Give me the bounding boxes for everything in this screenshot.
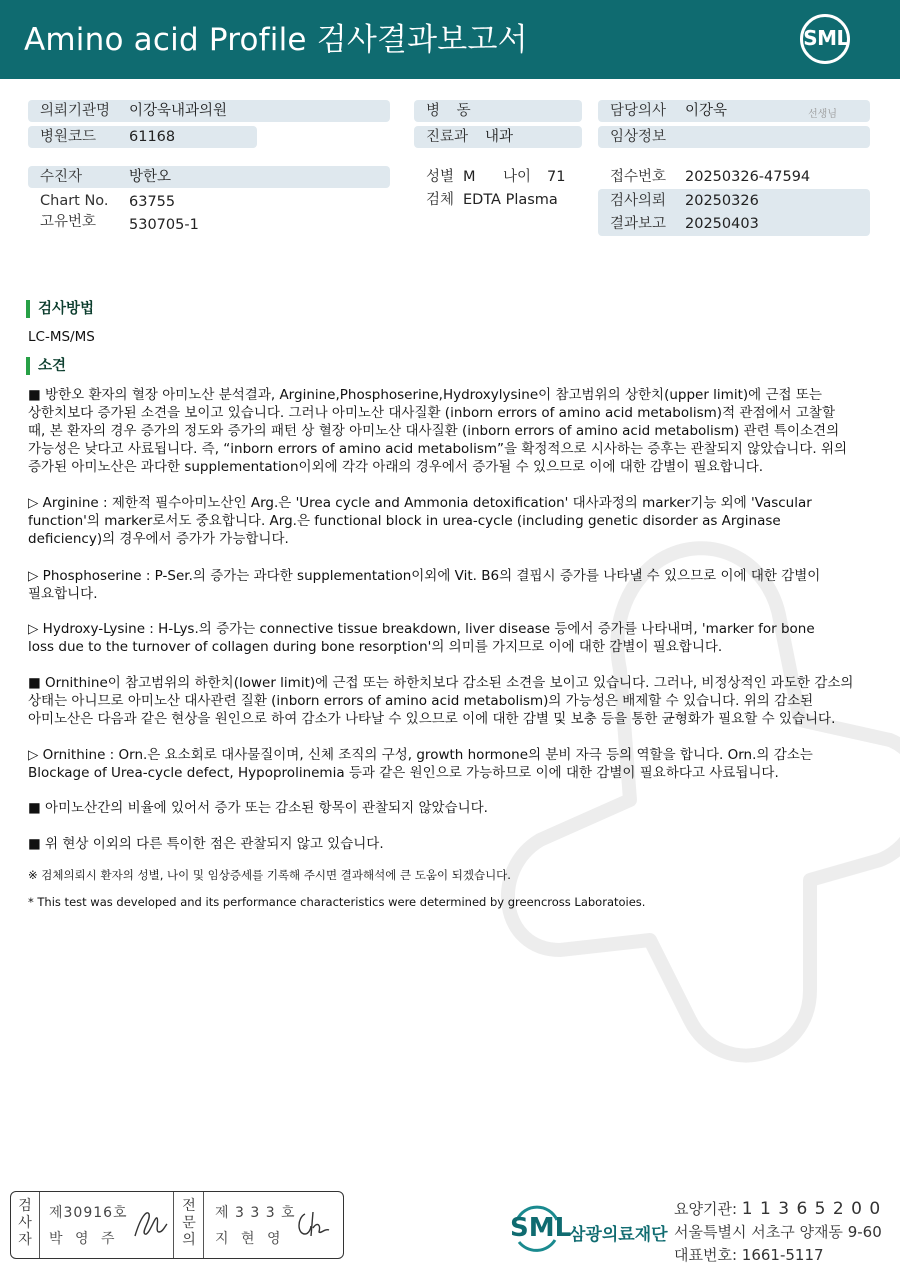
findings-paragraph <box>28 494 858 548</box>
findings-line: deficiency)의 경우에서 증가가 가능합니다. <box>28 531 289 547</box>
inspector-name: 박 영 주 <box>49 1231 119 1247</box>
findings-line: function'의 marker로서도 중요합니다. Arg.은 functional block in urea-cycle (including genetic disorder as Arginase <box>28 513 781 529</box>
specialist-name: 지 현 영 <box>215 1231 285 1247</box>
sex-label: 성별 <box>426 169 455 185</box>
specialist-number: 제 3 3 3 호 <box>215 1205 296 1221</box>
footer-address: 서울특별시 서초구 양재동 9-60 <box>674 1223 882 1241</box>
findings-line: 가능성은 낮다고 사료됩니다. 즉, “inborn errors of amino acid metabolism”을 확정적으로 시사하는 증후는 관찰되지 않았습니다. 위의 <box>28 441 848 457</box>
patient-row <box>28 166 390 188</box>
unique-no-label: 고유번호 <box>40 214 97 230</box>
method-title: 검사방법 <box>26 300 94 318</box>
findings-paragraph <box>28 799 858 817</box>
findings-title: 소견 <box>26 357 66 375</box>
findings-line: Blockage of Urea-cycle defect, Hypoprolinemia 등과 같은 원인으로 가능하므로 이에 대한 감별이 필요하다고 사료됩니다. <box>28 765 779 781</box>
findings-line: 상태는 아니므로 아미노산 대사관련 질환 (inborn errors of amino acid metabolism)의 가능성은 배제할 수 있습니다. 위의 감소된 <box>28 693 814 709</box>
receipt-no-value: 20250326-47594 <box>685 169 811 185</box>
korean-note: ※ 검체의뢰시 환자의 성별, 나이 및 임상증세를 기록해 주시면 결과해석에 큰 도움이 되겠습니다. <box>28 868 511 882</box>
request-date-value: 20250326 <box>685 193 759 209</box>
report-header <box>0 0 900 79</box>
findings-line: ■ 방한오 환자의 혈장 아미노산 분석결과, Arginine,Phosphoserine,Hydroxylysine이 참고범위의 상한치(upper limit)에 근접 또는 <box>28 387 822 403</box>
doctor-value: 이강욱 <box>685 103 728 119</box>
unique-no-value: 530705-1 <box>129 217 199 233</box>
specialist-label: 전 문 의 <box>182 1198 196 1248</box>
signature-box <box>10 1191 344 1259</box>
chart-no-value: 63755 <box>129 194 176 210</box>
findings-paragraph <box>28 746 858 782</box>
patient-value: 방한오 <box>129 169 172 185</box>
age-value: 71 <box>547 169 566 185</box>
findings-line: 필요합니다. <box>28 586 98 602</box>
institution-label: 의뢰기관명 <box>40 103 111 119</box>
findings-line: ▷ Hydroxy-Lysine : H-Lys.의 증가는 connective tissue breakdown, liver disease 등에서 증가를 나타내며, 'marker for bone <box>28 621 815 637</box>
ward-label: 병 동 <box>426 103 477 119</box>
findings-line: 상한치보다 증가된 소견을 보이고 있습니다. 그러나 아미노산 대사질환 (inborn errors of amino acid metabolism)적 관점에서 고찰할 <box>28 405 835 421</box>
inspector-label: 검 사 자 <box>18 1198 32 1248</box>
findings-line: ■ 위 현상 이외의 다른 특이한 점은 관찰되지 않고 있습니다. <box>28 836 384 852</box>
care-code: 요양기관: 1 1 3 6 5 2 0 0 <box>674 1199 882 1219</box>
age-label: 나이 <box>503 169 532 185</box>
patient-label: 수진자 <box>40 169 83 185</box>
findings-line: ▷ Arginine : 제한적 필수아미노산인 Arg.은 'Urea cycle and Ammonia detoxification' 대사과정의 marker기능 외에 'Vascular <box>28 495 812 511</box>
footer-logo-text: SML <box>510 1213 572 1243</box>
findings-line: 증가된 아미노산은 과다한 supplementation이외에 각각 아래의 경우에서 증가될 수 있으므로 이에 대한 감별이 필요합니다. <box>28 459 764 475</box>
findings-paragraph <box>28 835 858 853</box>
header-logo-text: SML <box>803 26 849 50</box>
report-date-label: 결과보고 <box>610 216 667 232</box>
specimen-value: EDTA Plasma <box>463 192 558 208</box>
findings-line: loss due to the turnover of collagen during bone resorption'의 의미를 가지므로 이에 대한 감별이 필요합니다. <box>28 639 723 655</box>
findings-paragraph <box>28 620 858 656</box>
inspector-number: 제30916호 <box>49 1205 128 1221</box>
english-note: * This test was developed and its performance characteristics were determined by greencross Laboratoies. <box>28 895 646 909</box>
institution-value: 이강욱내과의원 <box>129 103 228 119</box>
footer-org-name: 삼광의료재단 <box>569 1225 668 1245</box>
findings-line: ▷ Phosphoserine : P-Ser.의 증가는 과다한 supplementation이외에 Vit. B6의 결핍시 증가를 나타낼 수 있으므로 이에 대한 감별이 <box>28 568 821 584</box>
hospital-code-label: 병원코드 <box>40 129 97 145</box>
findings-line: ▷ Ornithine : Orn.은 요소회로 대사물질이며, 신체 조직의 구성, growth hormone의 분비 자극 등의 역할을 합니다. Orn.의 감소는 <box>28 747 813 763</box>
method-value: LC-MS/MS <box>28 329 95 345</box>
sex-value: M <box>463 169 476 185</box>
chart-no-label: Chart No. <box>40 193 109 209</box>
receipt-no-label: 접수번호 <box>610 169 667 185</box>
hospital-code-value: 61168 <box>129 129 176 145</box>
findings-line: 아미노산은 다음과 같은 현상을 원인으로 하여 감소가 나타날 수 있으므로 이에 대한 감별 및 보충 등을 통한 균형화가 필요할 수 있습니다. <box>28 711 836 727</box>
signature-mark-icon <box>293 1206 333 1242</box>
department-label: 진료과 <box>426 129 469 145</box>
report-date-value: 20250403 <box>685 216 759 232</box>
findings-line: ■ Ornithine이 참고범위의 하한치(lower limit)에 근접 또는 하한치보다 감소된 소견을 보이고 있습니다. 그러나, 비정상적인 과도한 감소의 <box>28 675 854 691</box>
doctor-label: 담당의사 <box>610 103 667 119</box>
doctor-suffix: 선생님 <box>808 109 837 120</box>
department-value: 내과 <box>485 129 514 145</box>
findings-line: 때, 본 환자의 경우 증가의 정도와 증가의 패턴 상 혈장 아미노산 대사질환 (inborn errors of amino acid metabolism) 관련 특이소견의 <box>28 423 840 439</box>
specimen-label: 검체 <box>426 192 455 208</box>
clinical-info-label: 임상정보 <box>610 129 667 145</box>
findings-paragraph <box>28 567 858 603</box>
report-title: Amino acid Profile 검사결과보고서 <box>24 22 528 58</box>
findings-line: ■ 아미노산간의 비율에 있어서 증가 또는 감소된 항목이 관찰되지 않았습니다. <box>28 800 488 816</box>
footer-phone: 대표번호: 1661-5117 <box>674 1246 824 1264</box>
findings-paragraph <box>28 386 858 476</box>
signature-mark-icon <box>131 1206 171 1242</box>
findings-paragraph <box>28 674 858 728</box>
request-date-label: 검사의뢰 <box>610 193 667 209</box>
